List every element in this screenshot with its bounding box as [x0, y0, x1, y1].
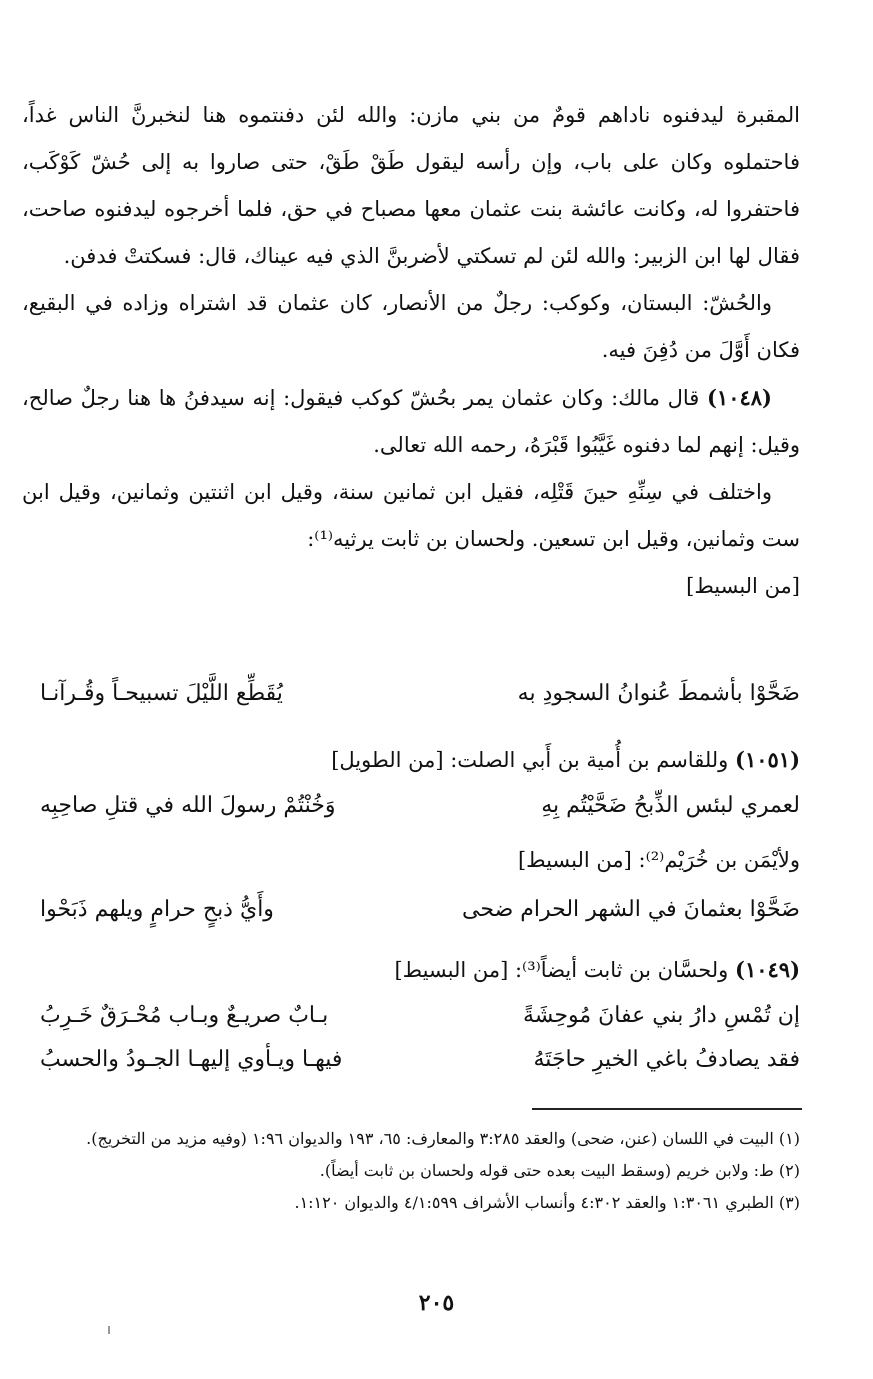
paragraph: واختلف في سِنِّهِ حينَ قَتْلِه، فقيل ابن ثمانين سنة، وقيل ابن اثنتين وثمانين، وقيل ابن ست وثمانين، وقيل ابن تسعين. ولحسان بن ثابت يرثيه⁽¹⁾: — [22, 480, 800, 551]
verse-first-hemistich: إن تُمْسِ دارُ بني عفانَ مُوحِشَةً — [522, 1003, 800, 1028]
footnote: (٢) ط: ولابن خريم (وسقط البيت بعده حتى قوله ولحسان بن ثابت أيضاً). — [319, 1161, 800, 1180]
poem-verse — [40, 886, 800, 934]
verse-second-hemistich: فيهـا ويـأوي إليهـا الجـودُ والحسبُ — [40, 1047, 343, 1072]
verse-second-hemistich: بـابٌ صريـعٌ وبـاب مُحْـرَقٌ خَـرِبُ — [40, 1003, 329, 1028]
page-number: ٢٠٥ — [418, 1290, 455, 1316]
meter-label: [من البسيط] — [686, 574, 800, 598]
poem-heading-text: وللقاسم بن أُمية بن أَبي الصلت: [من الطويل] — [331, 748, 729, 772]
poem-verse — [40, 670, 800, 718]
verse-first-hemistich: فقد يصادفُ باغي الخيرِ حاجَتَهُ — [533, 1047, 800, 1072]
verse-first-hemistich: ضَحَّوْا بعثمانَ في الشهر الحرام ضحى — [462, 897, 800, 922]
poem-heading — [331, 738, 800, 782]
verse-first-hemistich: لعمري لبئس الذِّبحُ ضَحَّيْتُم بِهِ — [541, 793, 800, 818]
poem-heading-text: ولأيْمَن بن خُرَيْم⁽²⁾: [من البسيط] — [517, 848, 800, 872]
verse-second-hemistich: وأَيُّ ذبحٍ حرامٍ ويلهم ذَبَحْوا — [40, 897, 274, 922]
footnotes — [24, 1123, 800, 1219]
paragraph — [22, 374, 800, 469]
verse-second-hemistich: يُقَطِّع اللَّيْلَ تسبيحـاً وقُـرآنـا — [40, 681, 283, 706]
footnote: (١) البيت في اللسان (عنن، ضحى) والعقد ٣:٢٨٥ والمعارف: ٦٥، ١٩٣ والديوان ١:٩٦ (وفيه مزيد من التخريج). — [86, 1129, 800, 1148]
entry-number: (١٠٤٩) — [735, 957, 800, 982]
entry-number: (١٠٤٨) — [706, 385, 772, 410]
poem-heading-text: ولحسَّان بن ثابت أيضاً⁽³⁾: [من البسيط] — [394, 958, 729, 982]
footnote-divider — [532, 1108, 802, 1110]
poem-verse — [40, 782, 800, 830]
verse-first-hemistich: ضَحَّوْا بأشمطَ عُنوانُ السجودِ به — [517, 681, 800, 706]
poem-heading — [518, 838, 800, 882]
entry-number: (١٠٥١) — [735, 747, 800, 772]
paragraph: والحُشّ: البستان، وكوكب: رجلٌ من الأنصار، كان عثمان قد اشتراه وزاده في البقيع، فكان أَوَّلَ من دُفِنَ فيه. — [22, 291, 800, 362]
footnote: (٣) الطبري ١:٣٠٦١ والعقد ٤:٣٠٢ وأنساب الأشراف ٤/١:٥٩٩ والديوان ١:١٢٠. — [294, 1193, 800, 1212]
poem-verse — [40, 1036, 800, 1084]
paragraph: المقبرة ليدفنوه ناداهم قومٌ من بني مازن: والله لئن دفنتموه هنا لنخبرنَّ الناس غداً، فاحتملوه وكان على باب، وإن رأسه ليقول طَقْ طَقْ، حتى صاروا به إلى حُشّ كَوْكَب، فاحتفروا له، وكانت عائشة بنت عثمان معها مصباح في حق، فلما أخرجوه ليدفنوه صاحت، فقال لها ابن الزبير: والله لئن لم تسكتي لأضربنَّ الذي فيه عيناك، قال: فسكتتْ فدفن. — [22, 103, 800, 268]
poem-verse — [40, 992, 800, 1040]
verse-second-hemistich: وَخُنْتُمْ رسولَ الله في قتلِ صاحِبِه — [40, 793, 336, 818]
scan-mark — [108, 1326, 110, 1334]
main-text — [22, 92, 800, 610]
poem-heading — [394, 948, 800, 992]
paragraph-text: قال مالك: وكان عثمان يمر بحُشّ كوكب فيقول: إنه سيدفنُ ها هنا رجلٌ صالح، وقيل: إنهم لما دفنوه غَيَّبُوا قَبْرَهُ، رحمه الله تعالى. — [22, 386, 800, 457]
